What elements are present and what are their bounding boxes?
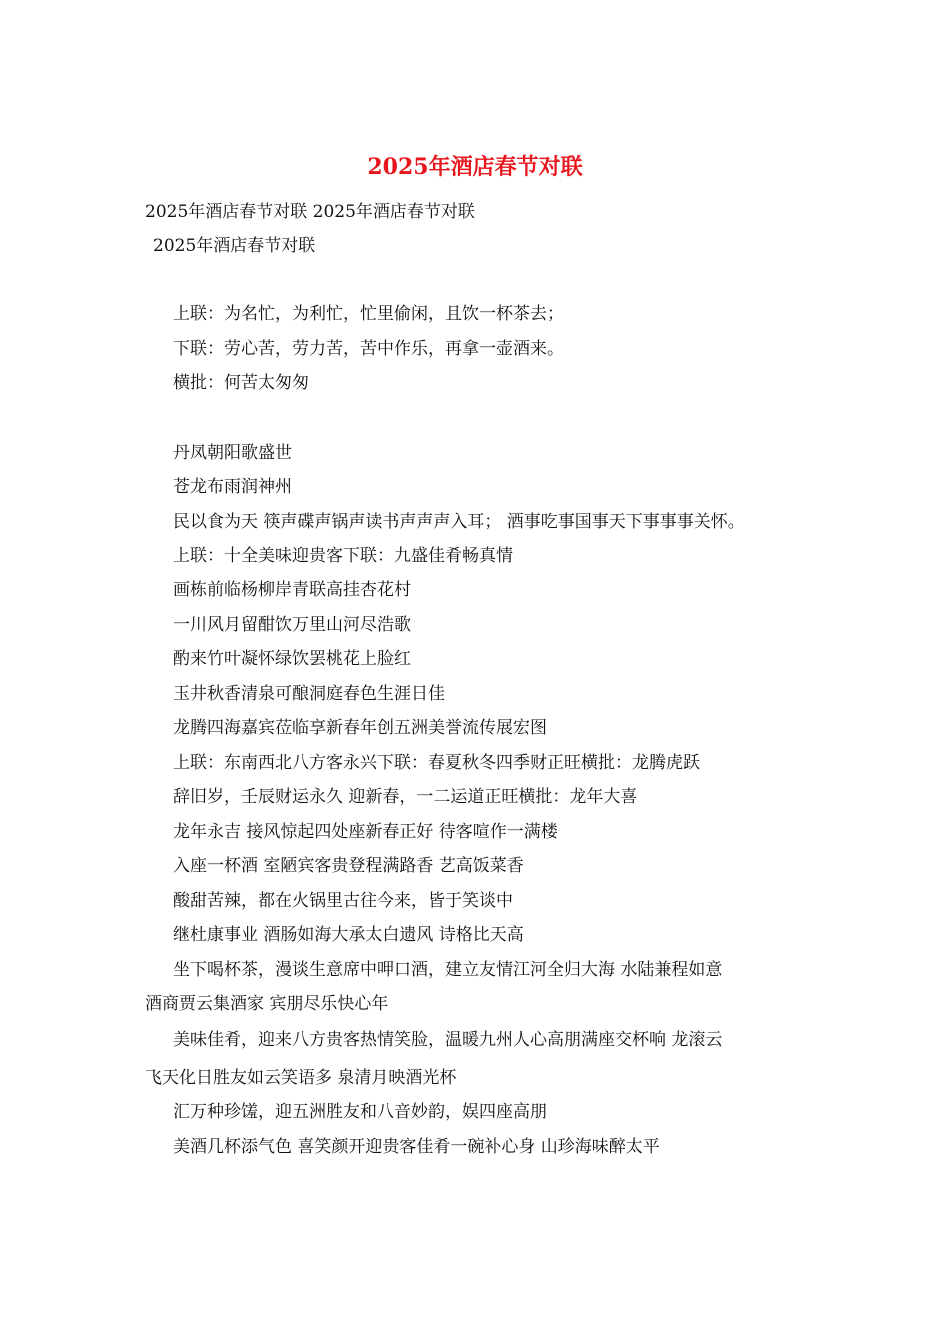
text-line: 酌来竹叶凝怀绿饮罢桃花上脸红 [173,649,411,669]
text-line: 苍龙布雨润神州 [173,477,292,497]
text-line: 丹凤朝阳歌盛世 [173,443,292,463]
text-line: 龙腾四海嘉宾莅临享新春年创五洲美誉流传展宏图 [173,718,547,738]
text-line: 民以食为天 筷声碟声锅声读书声声声入耳； 酒事吃事国事天下事事事关怀。 [173,512,745,532]
header-line: 2025年酒店春节对联 [153,236,316,256]
text-line: 龙年永吉 接风惊起四处座新春正好 待客喧作一满楼 [173,822,558,842]
text-line: 坐下喝杯茶，漫谈生意席中呷口酒，建立友情江河全归大海 水陆兼程如意 [173,960,723,980]
text-line: 玉井秋香清泉可酿洞庭春色生涯日佳 [173,684,445,704]
text-line: 辞旧岁，壬辰财运永久 迎新春，一二运道正旺横批：龙年大喜 [173,787,638,807]
text-line: 美酒几杯添气色 喜笑颜开迎贵客佳肴一碗补心身 山珍海味醉太平 [173,1137,660,1157]
document-title: 2025年酒店春节对联 [367,154,583,180]
text-line: 上联：十全美味迎贵客下联：九盛佳肴畅真情 [173,546,513,566]
text-line: 继杜康事业 酒肠如海大承太白遗风 诗格比天高 [173,925,524,945]
text-line: 酸甜苦辣，都在火锅里古往今来，皆于笑谈中 [173,891,513,911]
text-line: 飞天化日胜友如云笑语多 泉清月映酒光杯 [145,1068,457,1088]
text-line: 画栋前临杨柳岸青联高挂杏花村 [173,580,411,600]
header-line: 2025年酒店春节对联 2025年酒店春节对联 [145,202,475,222]
text-line: 上联：为名忙，为利忙，忙里偷闲，且饮一杯茶去； [173,304,564,324]
text-line: 上联：东南西北八方客永兴下联：春夏秋冬四季财正旺横批：龙腾虎跃 [173,753,700,773]
text-line: 美味佳肴，迎来八方贵客热情笑脸，温暖九州人心高朋满座交杯响 龙滚云 [173,1030,723,1050]
text-line: 横批：何苦太匆匆 [173,373,309,393]
text-line: 入座一杯酒 室陋宾客贵登程满路香 艺高饭菜香 [173,856,524,876]
text-line: 酒商贾云集酒家 宾朋尽乐快心年 [145,994,389,1014]
text-line: 下联：劳心苦，劳力苦，苦中作乐，再拿一壶酒来。 [173,339,564,359]
text-line: 一川风月留酣饮万里山河尽浩歌 [173,615,411,635]
text-line: 汇万种珍馐，迎五洲胜友和八音妙韵，娱四座高朋 [173,1102,547,1122]
